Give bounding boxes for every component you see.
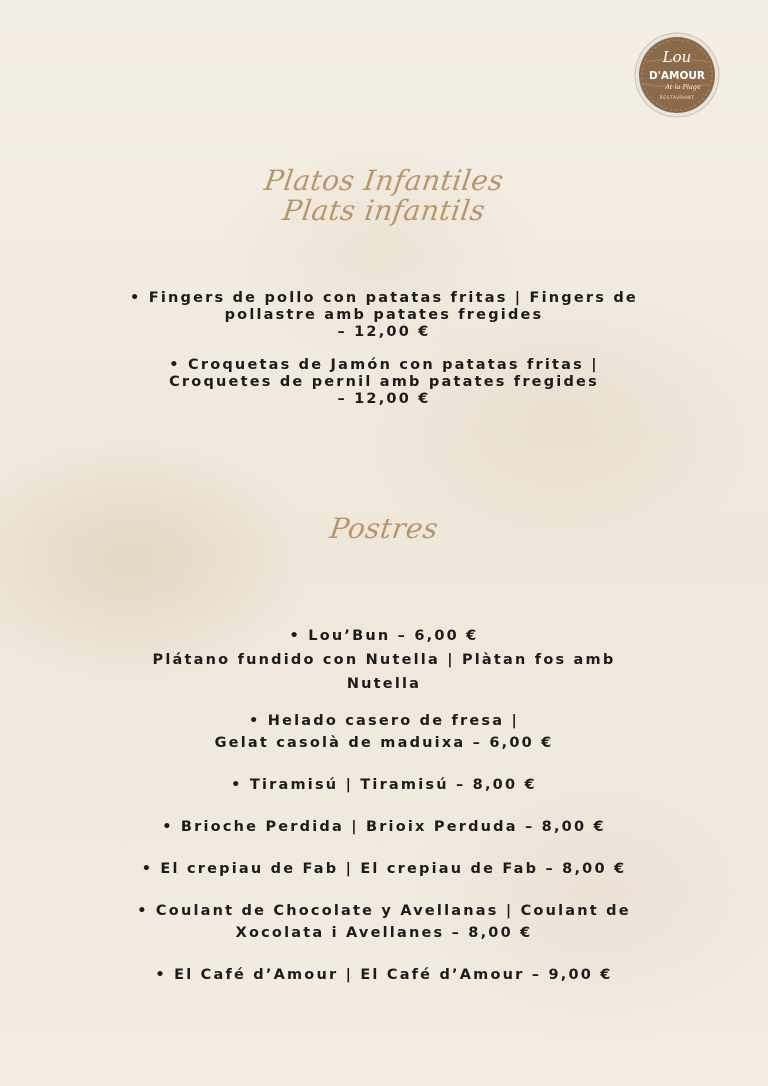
menu-item bbox=[0, 290, 768, 341]
menu-item-line: • Fingers de pollo con patatas fritas | Fingers de bbox=[130, 290, 638, 306]
menu-item-line: Plátano fundido con Nutella | Plàtan fos amb bbox=[152, 652, 616, 668]
logo-word-lou: Lou bbox=[662, 48, 692, 66]
logo-word-damour: D'AMOUR bbox=[648, 70, 706, 82]
menu-item-price: – 12,00 € bbox=[337, 324, 431, 340]
menu-item-line: • Tiramisú | Tiramisú – 8,00 € bbox=[231, 777, 537, 793]
menu-item-line: Xocolata i Avellanes – 8,00 € bbox=[235, 925, 533, 941]
kids-heading-es: Platos Infantiles bbox=[262, 164, 506, 197]
desserts-menu-list bbox=[0, 624, 768, 1006]
logo-word-plage: At la Plage bbox=[665, 83, 701, 91]
menu-item-line: • Coulant de Chocolate y Avellanas | Coulant de bbox=[137, 903, 631, 919]
kids-heading-ca: Plats infantils bbox=[280, 194, 488, 227]
menu-item-line: pollastre amb patates fregides bbox=[224, 307, 544, 323]
menu-item-line: Gelat casolà de maduixa – 6,00 € bbox=[214, 735, 554, 751]
logo-word-restaurant: RESTAURANT bbox=[659, 96, 695, 101]
menu-item-price: – 12,00 € bbox=[337, 391, 431, 407]
desserts-heading-text: Postres bbox=[327, 512, 441, 545]
menu-item-line: • Lou’Bun – 6,00 € bbox=[289, 628, 479, 644]
menu-item bbox=[0, 357, 768, 408]
menu-item-line: • El Café d’Amour | El Café d’Amour – 9,00 € bbox=[155, 967, 613, 983]
menu-item-line: Nutella bbox=[346, 676, 422, 692]
menu-item bbox=[0, 858, 768, 880]
menu-item bbox=[0, 624, 768, 696]
menu-item-line: • El crepiau de Fab | El crepiau de Fab – 8,00 € bbox=[141, 861, 627, 877]
desserts-heading bbox=[0, 514, 768, 544]
menu-item-line: • Croquetas de Jamón con patatas fritas | bbox=[169, 357, 599, 373]
menu-item bbox=[0, 816, 768, 838]
menu-item bbox=[0, 964, 768, 986]
menu-item-line: • Brioche Perdida | Brioix Perduda – 8,00 € bbox=[162, 819, 606, 835]
menu-item bbox=[0, 774, 768, 796]
menu-item bbox=[0, 900, 768, 944]
menu-item bbox=[0, 710, 768, 754]
kids-menu-list bbox=[0, 290, 768, 424]
restaurant-logo bbox=[634, 32, 720, 118]
menu-item-line: • Helado casero de fresa | bbox=[249, 713, 519, 729]
kids-heading bbox=[0, 166, 768, 226]
menu-item-line: Croquetes de pernil amb patates fregides bbox=[169, 374, 599, 390]
